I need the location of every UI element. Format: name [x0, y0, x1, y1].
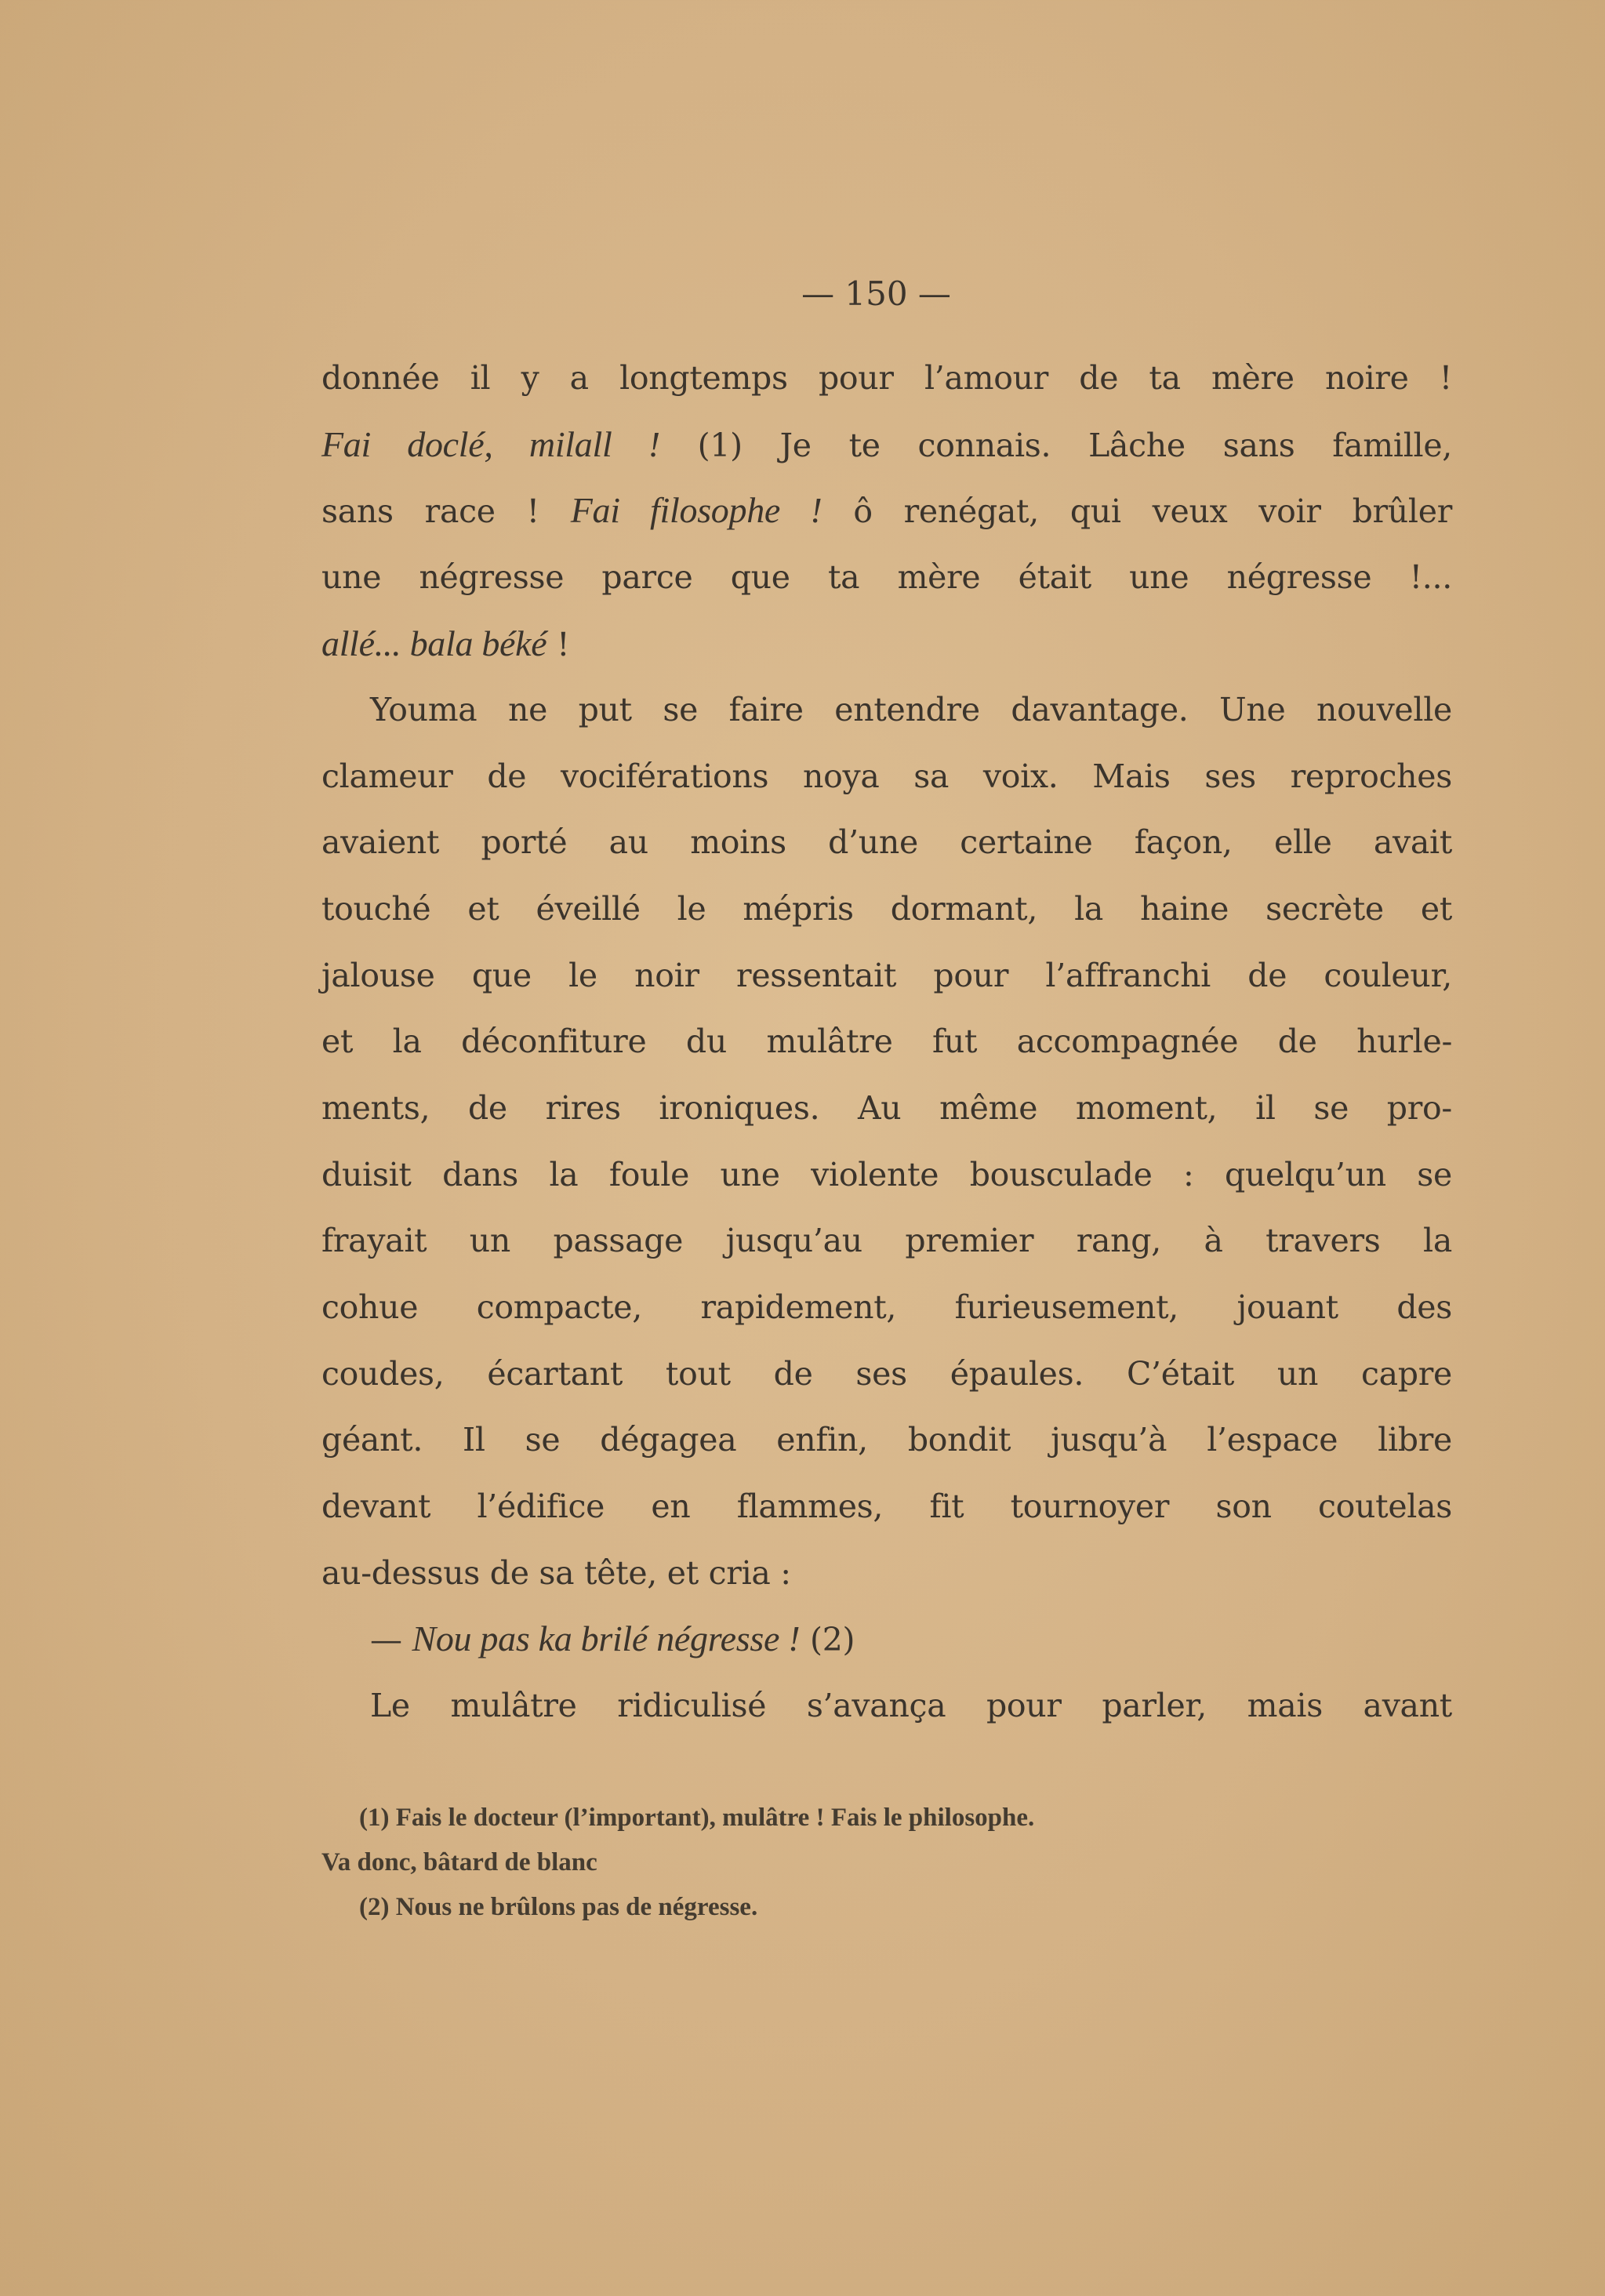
italic-creole-phrase: Nou pas ka brilé négresse ! — [412, 1618, 801, 1659]
text-line — [321, 876, 1452, 943]
text-line — [321, 1407, 1452, 1473]
text-line — [321, 611, 1452, 678]
text-line — [321, 1341, 1452, 1408]
text-segment: devant l’édifice en flammes, fit tournoyer son coutelas — [321, 1487, 1452, 1525]
text-line — [321, 943, 1452, 1009]
text-line — [321, 1606, 1452, 1673]
text-segment: ments, de rires ironiques. Au même moment, il se pro- — [321, 1089, 1452, 1128]
text-segment: frayait un passage jusqu’au premier rang, à travers la — [321, 1222, 1452, 1260]
text-segment: avaient porté au moins d’une certaine façon, elle avait — [321, 823, 1452, 862]
text-segment: ô renégat, qui veux voir brûler — [822, 492, 1452, 531]
text-line — [321, 1208, 1452, 1274]
text-segment: clameur de vociférations noya sa voix. Mais ses reproches — [321, 757, 1452, 795]
text-line — [321, 1540, 1452, 1607]
text-segment: — — [370, 1621, 412, 1659]
text-line — [321, 809, 1452, 876]
page-number: — 150 — — [801, 274, 951, 313]
text-segment: jalouse que le noir ressentait pour l’affranchi de couleur, — [321, 956, 1452, 994]
text-line — [321, 743, 1452, 810]
text-segment: (1) Je te connais. Lâche sans famille, — [659, 426, 1453, 464]
text-line — [321, 345, 1452, 412]
text-segment: touché et éveillé le mépris dormant, la haine secrète et — [321, 890, 1452, 928]
text-segment: et la déconfiture du mulâtre fut accompagnée de hurle- — [321, 1023, 1452, 1061]
text-line — [321, 1142, 1452, 1208]
text-line — [321, 412, 1452, 478]
text-line — [321, 677, 1452, 743]
text-line — [321, 544, 1452, 611]
footnote-2: (2) Nous ne brûlons pas de négresse. — [359, 1893, 758, 1921]
text-line — [321, 1673, 1452, 1739]
text-segment: donnée il y a longtemps pour l’amour de ta mère noire ! — [321, 359, 1452, 397]
text-line — [321, 1008, 1452, 1075]
text-line — [321, 478, 1452, 544]
text-segment: (2) — [800, 1621, 855, 1659]
body-text — [321, 345, 1452, 1738]
text-segment: duisit dans la foule une violente bousculade : quelqu’un se — [321, 1155, 1452, 1193]
text-segment: ! — [546, 625, 570, 663]
text-line — [321, 1473, 1452, 1540]
text-segment: coudes, écartant tout de ses épaules. C’était un capre — [321, 1354, 1452, 1393]
italic-creole-phrase: Fai doclé, milall ! — [321, 423, 660, 464]
text-line — [321, 1274, 1452, 1341]
text-segment: Youma ne put se faire entendre davantage. Une nouvelle — [370, 691, 1452, 729]
footnote-1: (1) Fais le docteur (l’important), mulâtre ! Fais le philosophe. — [359, 1804, 1035, 1832]
text-segment: cohue compacte, rapidement, furieusement, jouant des — [321, 1288, 1452, 1326]
text-segment: sans race ! — [321, 492, 571, 531]
text-segment: au-dessus de sa tête, et cria : — [321, 1553, 791, 1592]
footnotes — [321, 1796, 1452, 1930]
text-segment: une négresse parce que ta mère était une négresse !... — [321, 558, 1452, 596]
italic-creole-phrase: allé... bala béké — [321, 623, 547, 663]
text-segment: Le mulâtre ridiculisé s’avança pour parler, mais avant — [370, 1686, 1452, 1724]
text-segment: géant. Il se dégagea enfin, bondit jusqu’à l’espace libre — [321, 1421, 1452, 1459]
text-line — [321, 1075, 1452, 1142]
italic-creole-phrase: Fai filosophe ! — [570, 490, 822, 531]
footnote-1-continued: Va donc, bâtard de blanc — [321, 1848, 597, 1876]
